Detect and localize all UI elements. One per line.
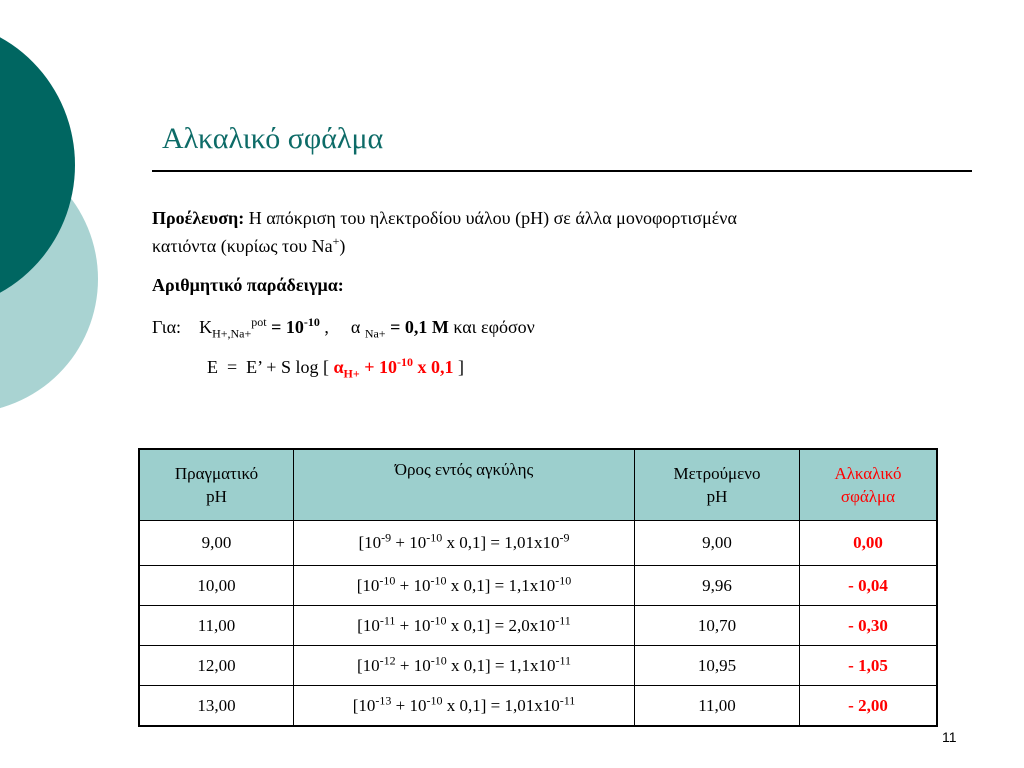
header-text: pH [706, 487, 728, 506]
header-real-ph [139, 449, 294, 521]
term-text: x 0,1] = 1,1x10 [446, 655, 556, 675]
alpha-symbol: α [350, 317, 361, 337]
cell-real-ph: 13,00 [139, 686, 294, 727]
k-equals: = [271, 317, 282, 337]
term-text: + 10 [391, 533, 427, 552]
table-row [139, 646, 937, 686]
term-text: x 0,1] = 1,01x10 [442, 695, 560, 715]
term-text: x 0,1] = 1,01x10 [442, 533, 560, 552]
cell-bracket-term [294, 566, 635, 606]
term-text: [10 [357, 615, 380, 635]
cell-measured-ph: 10,95 [635, 646, 800, 686]
k-symbol: K [199, 317, 213, 337]
header-text: Μετρούμενο [673, 464, 761, 483]
term-exponent: -10 [430, 572, 447, 587]
equation-left: E = E’ + S log [ [207, 357, 329, 377]
term-exponent: -13 [375, 692, 392, 707]
cell-alkaline-error: - 0,04 [800, 566, 938, 606]
term-exponent: -11 [555, 652, 572, 667]
header-text: pH [206, 487, 227, 506]
term-exponent: -10 [430, 652, 447, 667]
given-prefix: Για: [152, 317, 182, 337]
k-value-exponent: -10 [303, 315, 320, 329]
origin-text-2: κατιόντα (κυρίως του Na [152, 236, 333, 256]
k-subscript: H+,Na+ [212, 326, 252, 341]
slide-title: Αλκαλικό σφάλμα [162, 122, 384, 155]
alkaline-error-table [138, 448, 938, 727]
example-heading: Αριθμητικό παράδειγμα: [152, 275, 344, 295]
cell-alkaline-error: - 1,05 [800, 646, 938, 686]
equation-alpha-subscript: H+ [343, 366, 360, 381]
cell-alkaline-error: 0,00 [800, 521, 938, 566]
k-superscript: pot [251, 315, 267, 329]
cell-real-ph: 9,00 [139, 521, 294, 566]
term-exponent: -9 [381, 530, 392, 545]
origin-paragraph-continued [152, 234, 345, 258]
title-underline [152, 170, 972, 172]
header-measured-ph [635, 449, 800, 521]
term-exponent: -10 [379, 572, 396, 587]
term-exponent: -10 [426, 530, 443, 545]
cell-real-ph: 10,00 [139, 566, 294, 606]
cell-measured-ph: 11,00 [635, 686, 800, 727]
cell-bracket-term [294, 606, 635, 646]
alpha-subscript: Na+ [364, 326, 386, 341]
term-exponent: -11 [555, 612, 571, 627]
term-exponent: -11 [559, 692, 576, 707]
equation-line [207, 355, 464, 379]
term-text: [10 [352, 695, 376, 715]
cell-alkaline-error: - 0,30 [800, 606, 938, 646]
term-text: [10 [358, 533, 382, 552]
equation-close: ] [457, 357, 464, 377]
cell-real-ph: 11,00 [139, 606, 294, 646]
origin-paragraph [152, 206, 737, 230]
cell-bracket-term [294, 686, 635, 727]
term-text: x 0,1] = 1,1x10 [446, 575, 556, 595]
cell-measured-ph: 9,00 [635, 521, 800, 566]
k-value: 10 [285, 317, 304, 337]
equation-plus-term: + 10 [364, 357, 397, 377]
equation-times: x 0,1 [417, 357, 454, 377]
table-row [139, 521, 937, 566]
header-bracket-term [294, 449, 635, 521]
alpha-equals: = [390, 317, 401, 337]
page-number: 11 [942, 729, 957, 745]
term-exponent: -10 [555, 572, 572, 587]
table-row [139, 686, 937, 727]
cell-real-ph: 12,00 [139, 646, 294, 686]
cell-measured-ph: 10,70 [635, 606, 800, 646]
header-text: σφάλμα [840, 487, 896, 506]
given-line [152, 315, 535, 339]
header-text: Πραγματικό [174, 464, 259, 483]
table-row [139, 606, 937, 646]
term-text: + 10 [395, 575, 431, 595]
table-row [139, 566, 937, 606]
equation-exponent: -10 [396, 355, 413, 369]
term-text: [10 [356, 655, 380, 675]
term-exponent: -10 [426, 692, 443, 707]
header-text: Όρος εντός αγκύλης [394, 460, 534, 479]
term-text: + 10 [391, 695, 427, 715]
cell-bracket-term [294, 646, 635, 686]
cell-alkaline-error: - 2,00 [800, 686, 938, 727]
term-text: x 0,1] = 2,0x10 [446, 615, 556, 635]
term-exponent: -10 [430, 612, 447, 627]
term-text: + 10 [395, 655, 431, 675]
term-exponent: -9 [559, 530, 570, 545]
equation-alpha: α [333, 357, 344, 377]
term-text: + 10 [395, 615, 431, 635]
term-exponent: -12 [379, 652, 396, 667]
given-suffix: και εφόσον [453, 317, 535, 337]
term-text: [10 [356, 575, 380, 595]
origin-text-2-end: ) [339, 236, 346, 256]
cell-bracket-term [294, 521, 635, 566]
table-header-row [139, 449, 937, 521]
alpha-value: 0,1 M [404, 317, 449, 337]
origin-text: Η απόκριση του ηλεκτροδίου υάλου (pH) σε άλλα μονοφορτισμένα [248, 208, 737, 228]
origin-text-2-sup: + [332, 234, 340, 248]
given-comma: , [324, 317, 329, 337]
origin-label: Προέλευση: [152, 208, 245, 228]
header-alkaline-error [800, 449, 938, 521]
cell-measured-ph: 9,96 [635, 566, 800, 606]
header-text: Αλκαλικό [834, 464, 902, 483]
term-exponent: -11 [379, 612, 396, 627]
